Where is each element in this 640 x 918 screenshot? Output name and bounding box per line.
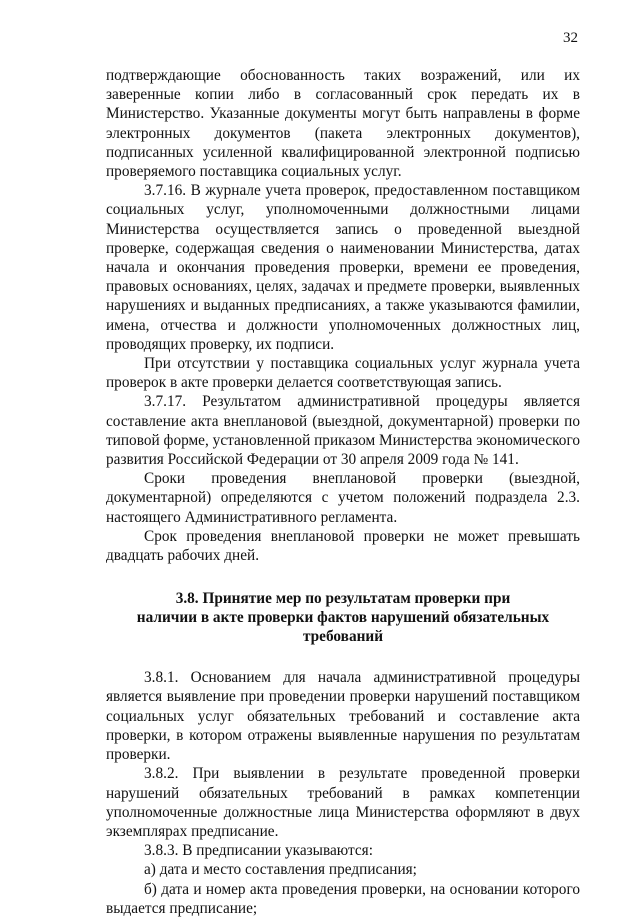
paragraph-inspection-terms: Сроки проведения внеплановой проверки (выездной, документарной) определяются с учетом положений подраздела 2.3. настоящего Административного регламента. [106, 470, 580, 526]
paragraph-3-8-1: 3.8.1. Основанием для начала административной процедуры является выявление при проведении проверки нарушений поставщиком социальных услуг обязательных требований и составление акта проверки, в котором отражены выявленные нарушения по результатам проверки. [106, 669, 580, 764]
paragraph-inspection-duration: Срок проведения внеплановой проверки не может превышать двадцать рабочих дней. [106, 527, 580, 565]
section-heading-line: требований [302, 628, 384, 646]
section-heading-line: 3.8. Принятие мер по результатам проверки при [175, 590, 511, 608]
paragraph-3-7-17: 3.7.17. Результатом административной процедуры является составление акта внеплановой (выездной, документарной) проверки по типовой форме, установленной приказом Министерства экономического развития Российской Федерации от 30 апреля 2009 года № 141. [106, 393, 580, 469]
paragraph-continuation: подтверждающие обоснованность таких возражений, или их заверенные копии либо в согласованный срок передать их в Министерство. Указанные документы могут быть направлены в форме электронных документов (пакета электронных документов), подписанных усиленной квалифицированной электронной подписью проверяемого поставщика социальных услуг. [106, 67, 580, 181]
paragraph-3-7-16: 3.7.16. В журнале учета проверок, предоставленном поставщиком социальных услуг, уполномоченными должностными лицами Министерства осуществляется запись о проведенной выездной проверке, содержащая сведения о наименовании Министерства, датах начала и окончания проведения проверки, времени ее проведения, правовых основаниях, целях, задачах и предмете проверки, выявленных нарушениях и выданных предписаниях, а также указываются фамилии, имена, отчества и должности уполномоченных должностных лиц, проводящих проверку, их подписи. [106, 182, 580, 353]
paragraph-journal-absence: При отсутствии у поставщика социальных услуг журнала учета проверок в акте проверки делается соответствующая запись. [106, 355, 580, 392]
paragraph-3-8-3: 3.8.3. В предписании указываются: [144, 842, 373, 860]
list-item-b: б) дата и номер акта проведения проверки, на основании которого выдается предписание; [106, 880, 580, 917]
section-heading-3-8 [106, 589, 580, 646]
page-number: 32 [563, 30, 578, 46]
section-heading-line: наличии в акте проверки фактов нарушений обязательных [136, 609, 550, 627]
document-body [106, 66, 580, 918]
list-item-a: а) дата и место составления предписания; [144, 861, 417, 879]
paragraph-3-8-2: 3.8.2. При выявлении в результате проведенной проверки нарушений обязательных требований в рамках компетенции уполномоченные должностные лица Министерства оформляют в двух экземплярах предписание. [106, 765, 580, 840]
